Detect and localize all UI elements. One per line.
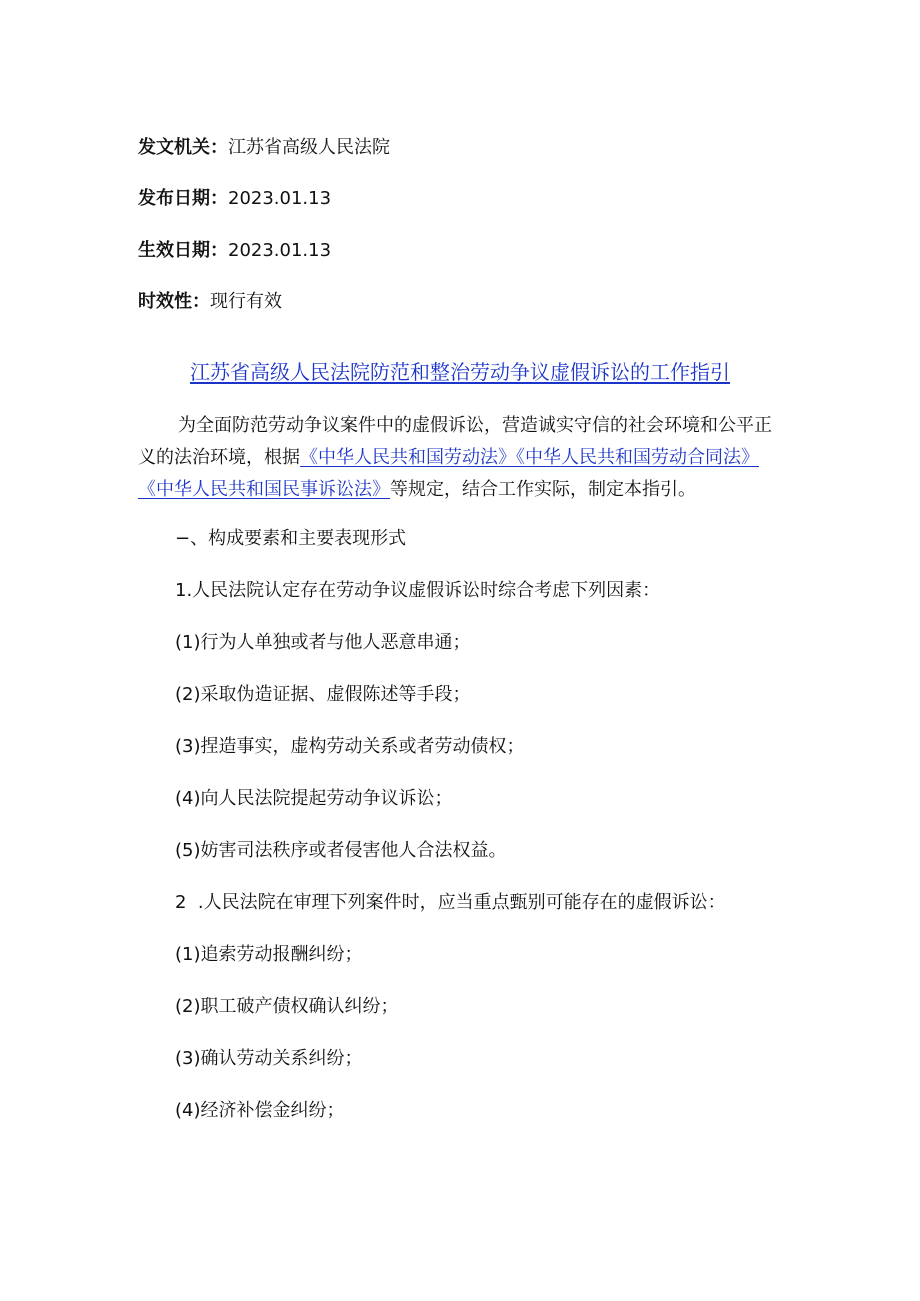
- meta-validity: [138, 290, 282, 314]
- list-item: (4)经济补偿金纠纷；: [175, 1100, 345, 1121]
- list-item: (5)妨害司法秩序或者侵害他人合法权益。: [175, 840, 507, 861]
- list-item: (3)确认劳动关系纠纷；: [175, 1048, 363, 1069]
- list-item: (2)采取伪造证据、虚假陈述等手段；: [175, 684, 471, 705]
- meta-published-value: 2023.01.13: [228, 188, 332, 209]
- labor-law-link[interactable]: 《中华人民共和国劳动法》: [300, 447, 516, 468]
- list-item: (3)捏造事实，虚构劳动关系或者劳动债权；: [175, 736, 525, 757]
- list-item: 2 .人民法院在审理下列案件时，应当重点甄别可能存在的虚假诉讼：: [175, 892, 726, 913]
- document-title-link[interactable]: 江苏省高级人民法院防范和整治劳动争议虚假诉讼的工作指引: [190, 360, 730, 384]
- list-item: (1)追索劳动报酬纠纷；: [175, 944, 363, 965]
- civil-procedure-law-link[interactable]: 《中华人民共和国民事诉讼法》: [138, 479, 390, 500]
- intro-line-1: 为全面防范劳动争议案件中的虚假诉讼，营造诚实守信的社会环境和公平正: [178, 415, 772, 436]
- meta-published-date: [138, 187, 331, 211]
- intro-line-3: [138, 474, 802, 506]
- meta-validity-label: 时效性：: [138, 291, 210, 312]
- meta-issuer-value: 江苏省高级人民法院: [228, 137, 390, 158]
- list-item: (4)向人民法院提起劳动争议诉讼；: [175, 788, 453, 809]
- intro-line-3-text: 等规定，结合工作实际，制定本指引。: [390, 479, 696, 500]
- intro-line-2-text: 义的法治环境，根据: [138, 447, 300, 468]
- meta-effective-value: 2023.01.13: [228, 240, 332, 261]
- meta-effective-label: 生效日期：: [138, 240, 228, 261]
- section-heading: −、构成要素和主要表现形式: [175, 528, 407, 549]
- list-item: 1.人民法院认定存在劳动争议虚假诉讼时综合考虑下列因素：: [175, 580, 661, 601]
- meta-issuer: [138, 136, 390, 160]
- meta-published-label: 发布日期：: [138, 188, 228, 209]
- meta-effective-date: [138, 239, 331, 263]
- list-item: (2)职工破产债权确认纠纷；: [175, 996, 399, 1017]
- meta-validity-value: 现行有效: [210, 291, 282, 312]
- labor-contract-law-link[interactable]: 《中华人民共和国劳动合同法》: [516, 447, 759, 468]
- intro-paragraph: [138, 410, 802, 506]
- list-item: (1)行为人单独或者与他人恶意串通；: [175, 632, 471, 653]
- meta-issuer-label: 发文机关：: [138, 137, 228, 158]
- intro-line-2: [138, 442, 802, 474]
